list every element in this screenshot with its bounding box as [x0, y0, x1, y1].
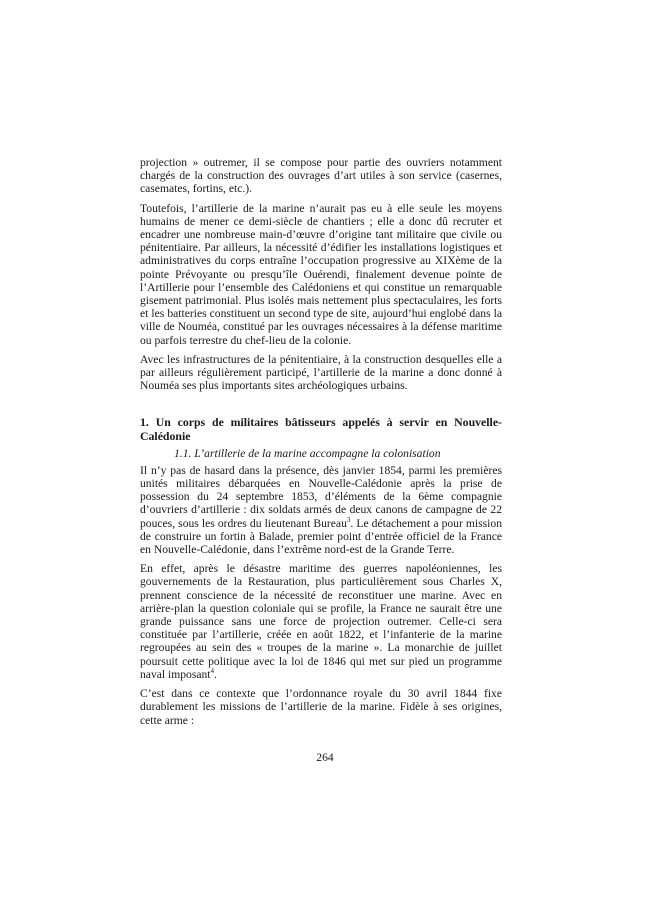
subsection-heading: 1.1. L’artillerie de la marine accompagne la colonisation: [174, 446, 441, 460]
paragraph: Toutefois, l’artillerie de la marine n’aurait pas eu à elle seule les moyens humains de mener ce demi-siècle de chantiers ; elle a donc dû recruter et encadrer une nombreuse main-d’œuvre d’origine tant militaire que civile ou pénitentiaire. Par ailleurs, la nécessité d’édifier les installations logistiques et administratives du corps entraîne l’occupation progressive au XIXème de la pointe Prévoyante ou presqu’île Ouérendi, finalement devenue pointe de l’Artillerie pour l’ensemble des Calédoniens et qui constitue un remarquable gisement patrimonial. Plus isolés mais nettement plus spectaculaires, les forts et les batteries constituent un second type de site, aujourd’hui englobé dans la ville de Nouméa, constitué par les ouvrages nécessaires à la défense maritime ou parfois terrestre du chef-lieu de la colonie.: [140, 201, 502, 347]
paragraph-text: .: [214, 667, 217, 681]
paragraph: Avec les infrastructures de la pénitentiaire, à la construction desquelles elle a par ailleurs régulièrement participé, l’artillerie de la marine a donc donné à Nouméa ses plus importants sites archéologiques urbains.: [140, 352, 502, 393]
footnote-ref[interactable]: 3: [346, 515, 351, 524]
section-heading: 1. Un corps de militaires bâtisseurs appelés à servir en Nouvelle-Calédonie: [140, 415, 502, 444]
paragraph: [140, 562, 502, 681]
page-number: 264: [316, 751, 334, 764]
paragraph: projection » outremer, il se compose pour partie des ouvriers notamment chargés de la construction des ouvrages d’art utiles à son service (casernes, casemates, fortins, etc.).: [140, 156, 502, 196]
page-body: [140, 156, 502, 733]
paragraph: C’est dans ce contexte que l’ordonnance royale du 30 avril 1844 fixe durablement les missions de l’artillerie de la marine. Fidèle à ses origines, cette arme :: [140, 687, 502, 727]
footnote-ref[interactable]: 4: [210, 667, 215, 676]
paragraph-text: . Le détachement a pour mission de construire un fortin à Balade, premier point d’entrée officiel de la France en Nouvelle-Calédonie, dans l’extrême nord-est de la Grande Terre.: [140, 516, 502, 557]
paragraph: [140, 464, 502, 556]
paragraph-text: Il n’y pas de hasard dans la présence, dès janvier 1854, parmi les premières unités militaires débarquées en Nouvelle-Calédonie après la prise de possession du 24 septembre 1853, d’éléments de la 6ème compagnie d’ouvriers d’artillerie : dix soldats armés de deux canons de campagne de 22 pouces, sous les ordres du lieutenant Bureau: [140, 463, 502, 530]
paragraph-text: En effet, après le désastre maritime des guerres napoléoniennes, les gouvernements de la Restauration, plus particulièrement sous Charles X, prennent conscience de la nécessité de reconstituer une marine. Avec en arrière-plan la question coloniale qui se profile, la France ne saurait être une grande puissance sans une force de projection outremer. Celle-ci sera constituée par l’artillerie, créée en août 1822, et l’infanterie de la marine regroupées au sein des « troupes de la marine ». La monarchie de juillet poursuit cette politique avec la loi de 1846 qui met sur pied un programme naval imposant: [140, 562, 502, 681]
